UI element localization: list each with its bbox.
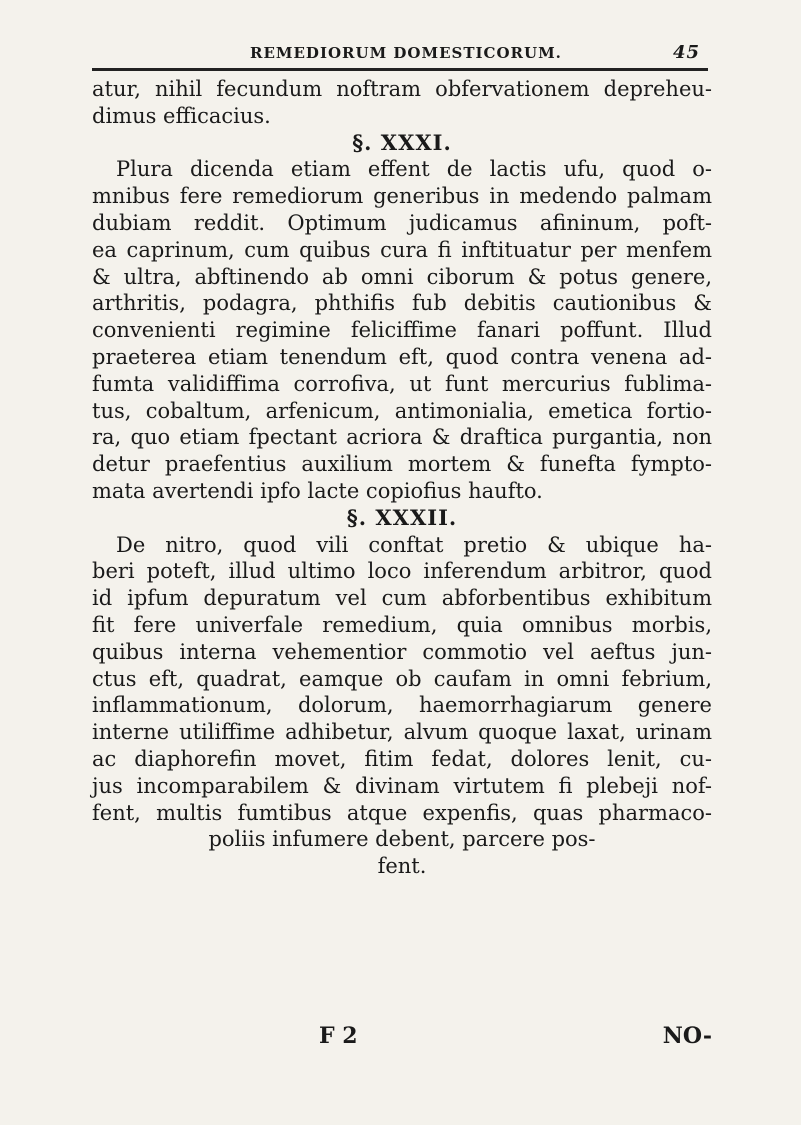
section-heading: §. XXXI.	[352, 129, 452, 155]
text-line: id ipfum depuratum vel cum abforbentibus exhibitum	[92, 586, 712, 611]
text-line: Plura dicenda etiam effent de lactis ufu, quod o-	[116, 157, 712, 182]
text-line: convenienti regimine feliciffime fanari poffunt. Illud	[92, 318, 712, 343]
text-line: fent, multis fumtibus atque expenfis, quas pharmaco-	[92, 800, 712, 825]
running-head	[250, 44, 700, 64]
text-line: ac diaphorefin movet, fitim fedat, dolores lenit, cu-	[92, 746, 712, 771]
text-line: arthritis, podagra, phthifis fub debitis cautionibus &	[92, 291, 712, 316]
text-line: praeterea etiam tenendum eft, quod contra venena ad-	[92, 344, 712, 369]
text-line: ea caprinum, cum quibus cura fi inftituatur per menfem	[92, 237, 712, 262]
text-line: De nitro, quod vili conftat pretio & ubique ha-	[116, 532, 712, 557]
text-line: quibus interna vehementior commotio vel aeftus jun-	[92, 639, 712, 664]
text-line: fit fere univerfale remedium, quia omnibus morbis,	[92, 612, 712, 637]
catchword: NO-	[662, 1023, 712, 1049]
text-line: detur praefentius auxilium mortem & funefta fympto-	[92, 452, 712, 477]
text-line: dubiam reddit. Optimum judicamus afininum, poft-	[92, 210, 712, 235]
text-line: jus incomparabilem & divinam virtutem fi plebeji nof-	[92, 773, 712, 798]
text-line: poliis infumere debent, parcere pos-	[208, 827, 596, 852]
text-line: beri poteft, illud ultimo loco inferendum arbitror, quod	[92, 559, 712, 584]
page-footer	[92, 1023, 712, 1053]
section-heading: §. XXXII.	[346, 504, 458, 530]
text-line: tus, cobaltum, arfenicum, antimonialia, emetica fortio-	[92, 398, 712, 423]
text-line: inflammationum, dolorum, haemorrhagiarum genere	[92, 693, 712, 718]
running-head-title: REMEDIORUM DOMESTICORUM.	[250, 44, 562, 62]
text-line: mata avertendi ipfo lacte copiofius haufto.	[92, 478, 543, 503]
header-rule	[92, 68, 708, 71]
signature-mark: F 2	[319, 1023, 358, 1049]
text-line: fent.	[377, 854, 427, 879]
text-line: & ultra, abftinendo ab omni ciborum & potus genere,	[92, 264, 712, 289]
text-line: mnibus fere remediorum generibus in medendo palmam	[92, 184, 712, 209]
text-line: fumta validiffima corrofiva, ut funt mercurius fublima-	[92, 371, 712, 396]
page-number: 45	[672, 42, 700, 63]
text-line: interne utiliffime adhibetur, alvum quoque laxat, urinam	[92, 720, 712, 745]
body-text	[92, 76, 712, 880]
text-line: ctus eft, quadrat, eamque ob caufam in omni febrium,	[92, 666, 712, 691]
text-line: dimus efficacius.	[92, 103, 271, 128]
text-line: atur, nihil fecundum noftram obfervationem depreheu-	[92, 77, 712, 101]
text-line: ra, quo etiam fpectant acriora & draftica purgantia, non	[92, 425, 712, 450]
